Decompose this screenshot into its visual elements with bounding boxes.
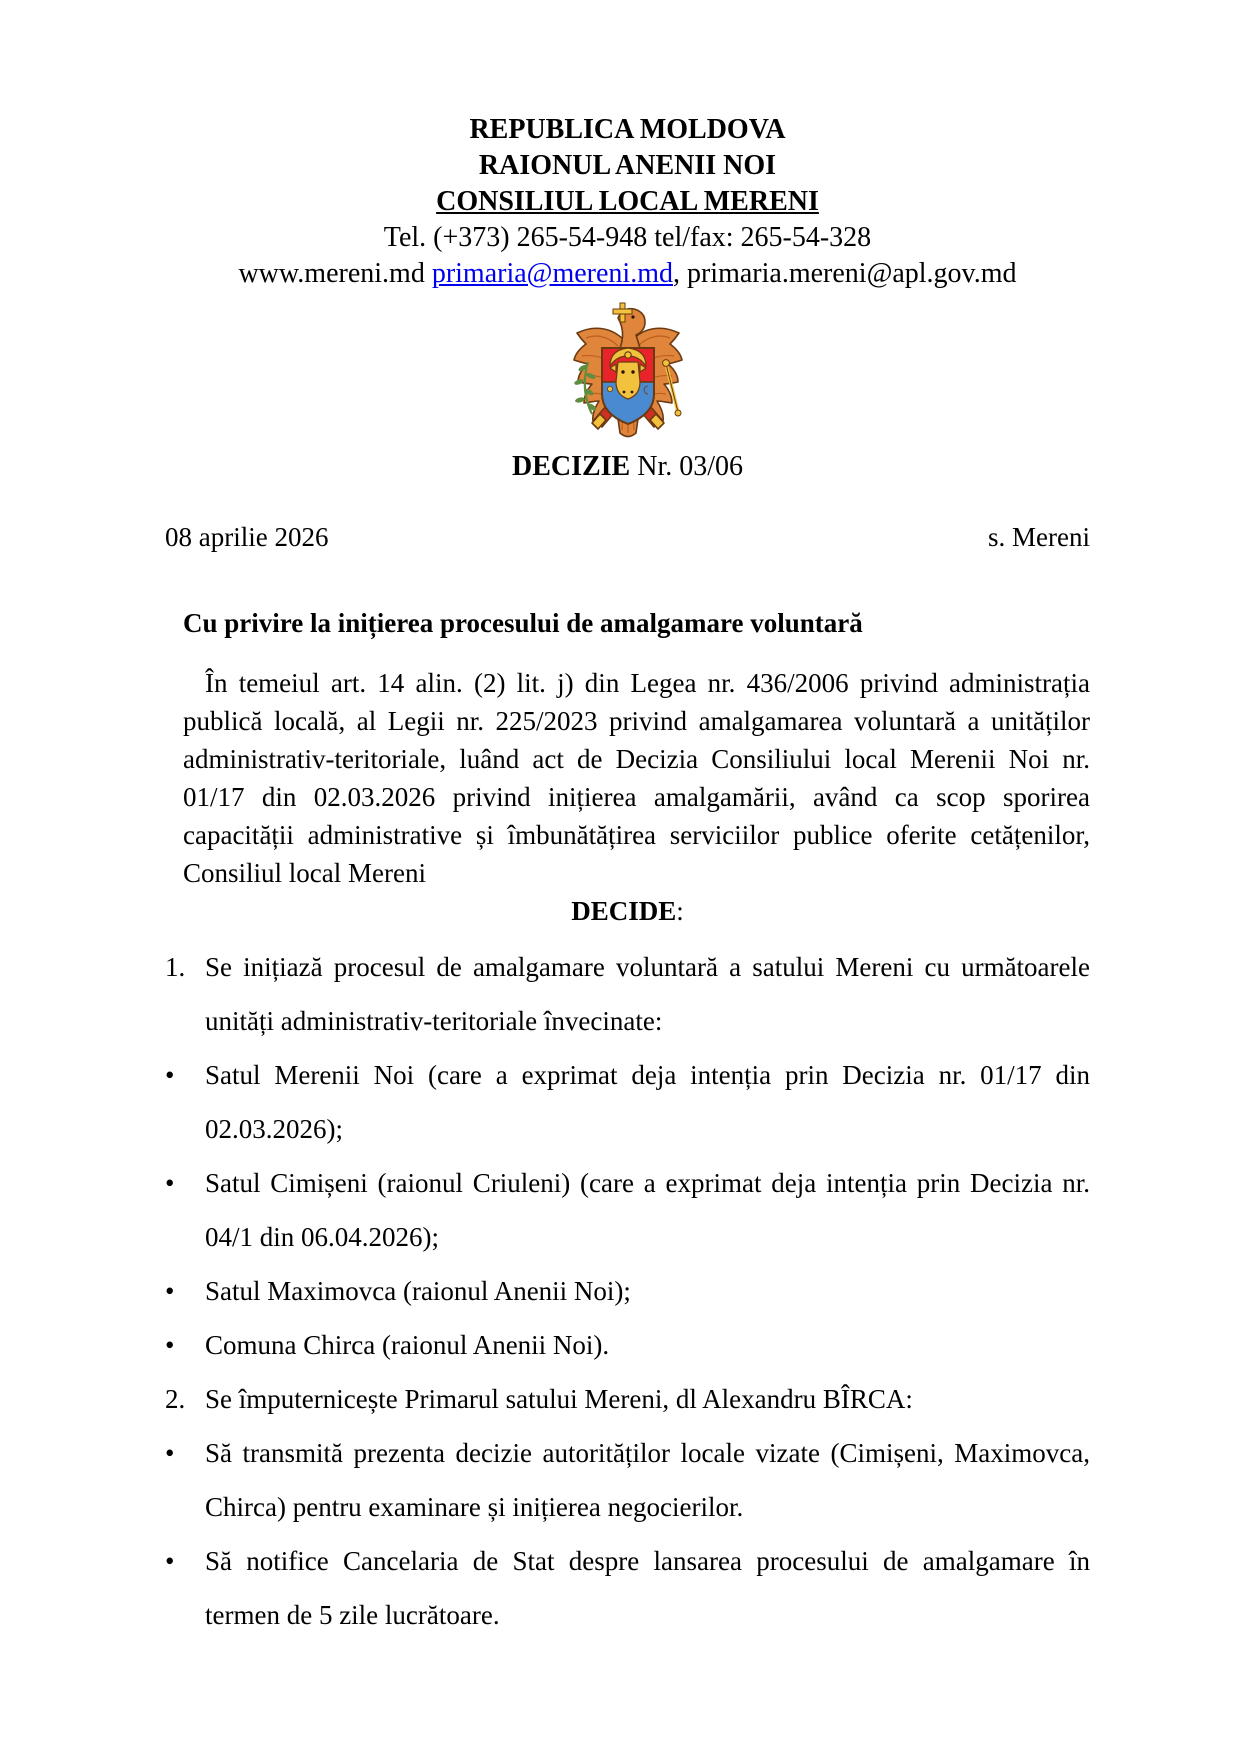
list-item-text: Se inițiază procesul de amalgamare voluntară a satului Mereni cu următoarele unități administrativ-teritoriale învecinate: xyxy=(205,952,1090,1036)
list-item xyxy=(165,1156,1090,1264)
list-item xyxy=(165,1048,1090,1156)
list-item xyxy=(165,1426,1090,1534)
decision-label: DECIZIE xyxy=(511,451,631,482)
org-email-alt: , primaria.mereni@apl.gov.md xyxy=(672,258,1017,289)
org-phone-line: Tel. (+373) 265-54-948 tel/fax: 265-54-328 xyxy=(383,222,872,253)
list-item-text: Satul Merenii Noi (care a exprimat deja intenția prin Decizia nr. 01/17 din 02.03.2026); xyxy=(205,1060,1090,1144)
decide-line xyxy=(165,892,1090,930)
preamble-paragraph: În temeiul art. 14 alin. (2) lit. j) din Legea nr. 436/2006 privind administrația publică locală, al Legii nr. 225/2023 privind amalgamarea voluntară a unităților administrativ-teritoriale, luând act de Decizia Consiliului local Merenii Noi nr. 01/17 din 02.03.2026 privind inițierea amalgamării, având ca scop sporirea capacității administrative și îmbunătățirea serviciilor publice oferite cetățenilor, Consiliul local Mereni xyxy=(183,668,1090,888)
decision-number: Nr. 03/06 xyxy=(630,451,744,482)
list-item xyxy=(165,1264,1090,1318)
decision-subject: Cu privire la inițierea procesului de amalgamare voluntară xyxy=(183,608,863,638)
list-item xyxy=(165,1372,1090,1426)
emblem-wrap xyxy=(165,302,1090,438)
org-district: RAIONUL ANENII NOI xyxy=(478,150,777,181)
list-item xyxy=(165,940,1090,1048)
list-item xyxy=(165,1534,1090,1642)
list-item-text: Comuna Chirca (raionul Anenii Noi). xyxy=(205,1330,610,1360)
moldova-coat-of-arms-icon xyxy=(566,302,690,438)
org-contacts-line xyxy=(165,256,1090,292)
list-marker: • xyxy=(165,1546,175,1576)
email-link[interactable]: primaria@mereni.md xyxy=(431,258,673,289)
list-marker: 1. xyxy=(165,952,186,982)
org-council: CONSILIUL LOCAL MERENI xyxy=(436,186,819,217)
decide-colon: : xyxy=(676,896,684,926)
org-country: REPUBLICA MOLDOVA xyxy=(469,114,786,145)
decide-label: DECIDE xyxy=(571,896,677,926)
list-marker: • xyxy=(165,1060,175,1090)
list-item-text: Să transmită prezenta decizie autorităților locale vizate (Cimișeni, Maximovca, Chirca) pentru examinare și inițierea negocierilor. xyxy=(205,1438,1090,1522)
document-content xyxy=(165,0,1090,1642)
org-header xyxy=(165,112,1090,484)
list-item-text: Satul Maximovca (raionul Anenii Noi); xyxy=(205,1276,631,1306)
list-marker: • xyxy=(165,1168,175,1198)
list-marker: • xyxy=(165,1438,175,1468)
list-item-text: Să notifice Cancelaria de Stat despre lansarea procesului de amalgamare în termen de 5 zile lucrătoare. xyxy=(205,1546,1090,1630)
list-item-text: Satul Cimișeni (raionul Criuleni) (care a exprimat deja intenția prin Decizia nr. 04/1 din 06.04.2026); xyxy=(205,1168,1090,1252)
list-marker: 2. xyxy=(165,1384,186,1414)
decision-title xyxy=(165,450,1090,484)
list-marker: • xyxy=(165,1276,175,1306)
decision-place: s. Mereni xyxy=(988,522,1090,552)
list-marker: • xyxy=(165,1330,175,1360)
decision-list xyxy=(165,940,1090,1642)
date-row xyxy=(165,520,1090,554)
list-item xyxy=(165,1318,1090,1372)
decision-date: 08 aprilie 2026 xyxy=(165,522,329,552)
list-item-text: Se împuternicește Primarul satului Mereni, dl Alexandru BÎRCA: xyxy=(205,1384,913,1414)
org-website: www.mereni.md xyxy=(238,258,432,289)
